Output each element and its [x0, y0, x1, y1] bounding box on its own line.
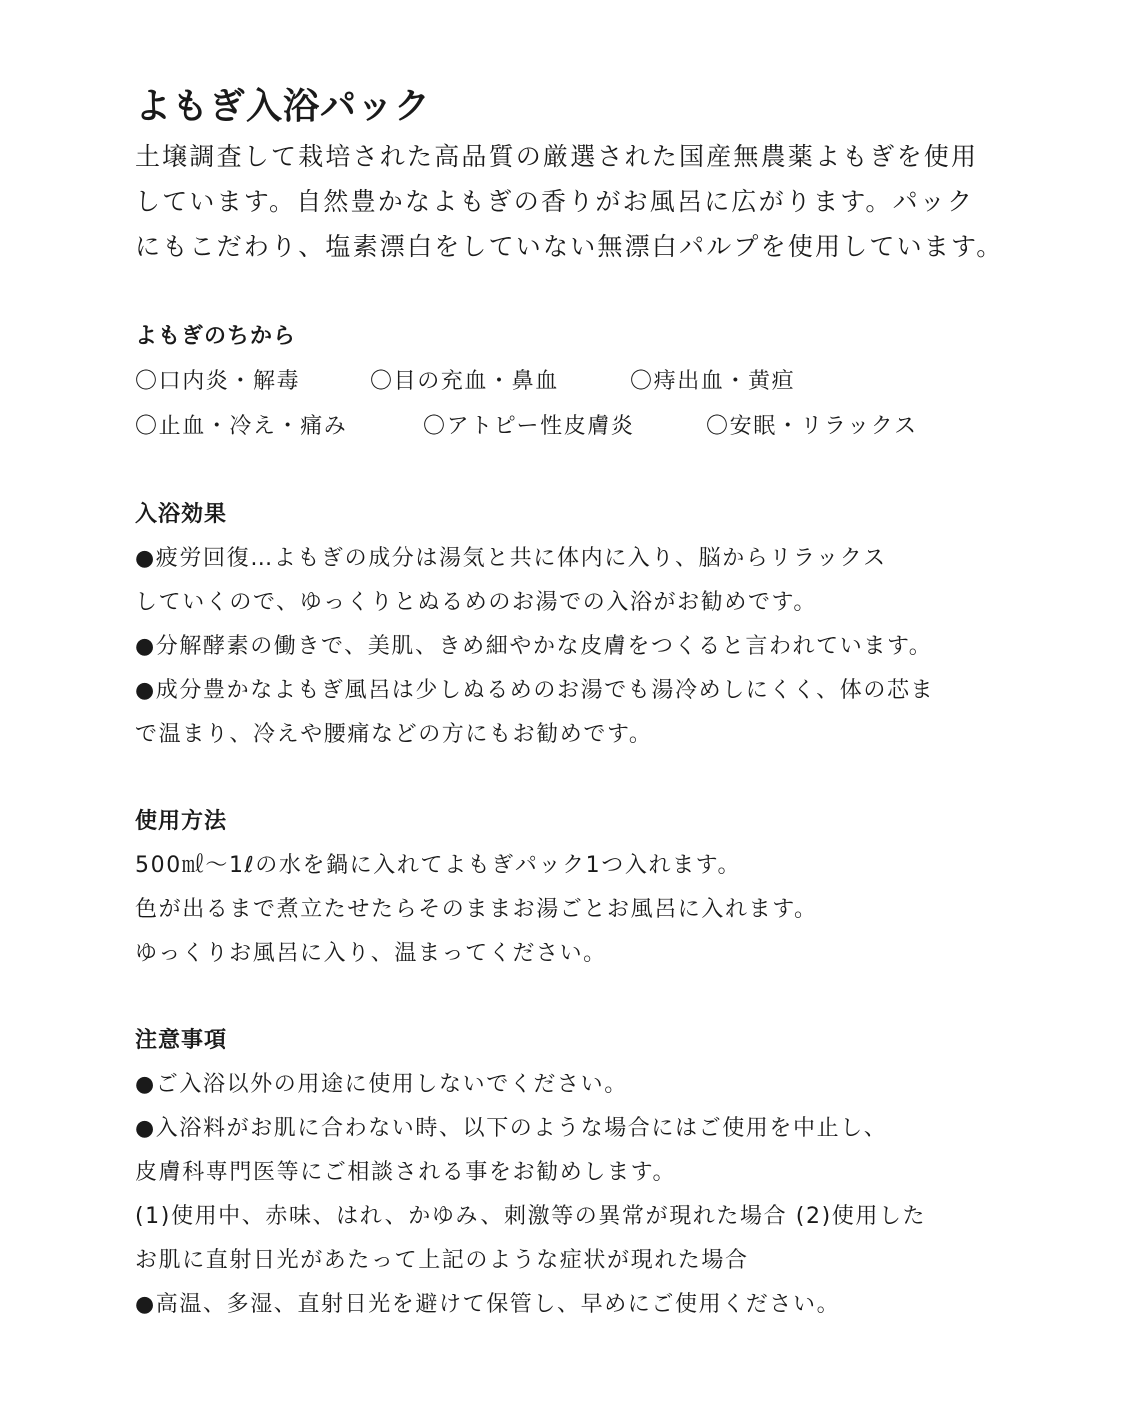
benefits-section	[135, 315, 1055, 449]
caution-line: (1)使用中、赤味、はれ、かゆみ、刺激等の異常が現れた場合 (2)使用した	[135, 1204, 927, 1229]
benefit-item: 〇痔出血・黄疸	[630, 369, 796, 394]
usage-line: 色が出るまで煮立たせたらそのままお湯ごとお風呂に入れます。	[135, 897, 818, 922]
usage-line: ゆっくりお風呂に入り、温まってください。	[135, 941, 607, 966]
effects-line: ●分解酵素の働きで、美肌、きめ細やかな皮膚をつくると言われています。	[135, 634, 933, 659]
caution-line: 皮膚科専門医等にご相談される事をお勧めします。	[135, 1160, 677, 1185]
usage-line: 500㎖～1ℓの水を鍋に入れてよもぎパック1つ入れます。	[135, 853, 742, 878]
benefit-item: 〇安眠・リラックス	[706, 414, 918, 439]
benefit-item: 〇止血・冷え・痛み	[135, 414, 348, 439]
section-heading: 注意事項	[135, 1028, 228, 1053]
product-title: よもぎ入浴パック	[135, 86, 432, 127]
effects-line: していくので、ゆっくりとぬるめのお湯での入浴がお勧めです。	[135, 590, 817, 615]
effects-line: ●疲労回復…よもぎの成分は湯気と共に体内に入り、脳からリラックス	[135, 546, 887, 571]
benefit-item: 〇目の充血・鼻血	[370, 369, 559, 394]
benefit-item: 〇アトピー性皮膚炎	[423, 414, 635, 439]
benefit-row	[135, 359, 1055, 404]
cautions-section	[135, 1019, 1055, 1327]
intro-line: しています。自然豊かなよもぎの香りがお風呂に広がります。パック	[135, 187, 975, 216]
product-description-page	[135, 82, 1055, 1327]
benefit-item: 〇口内炎・解毒	[135, 369, 301, 394]
caution-line: ●高温、多湿、直射日光を避けて保管し、早めにご使用ください。	[135, 1292, 841, 1317]
intro-line: 土壌調査して栽培された高品質の厳選された国産無農薬よもぎを使用	[135, 142, 979, 171]
intro-line: にもこだわり、塩素漂白をしていない無漂白パルプを使用しています。	[135, 232, 1004, 261]
effects-line: で温まり、冷えや腰痛などの方にもお勧めです。	[135, 722, 653, 747]
caution-line: ●入浴料がお肌に合わない時、以下のような場合にはご使用を中止し、	[135, 1116, 888, 1141]
caution-line: お肌に直射日光があたって上記のような症状が現れた場合	[135, 1248, 749, 1273]
effects-line: ●成分豊かなよもぎ風呂は少しぬるめのお湯でも湯冷めしにくく、体の芯ま	[135, 678, 935, 703]
usage-section	[135, 800, 1055, 976]
effects-section	[135, 493, 1055, 757]
caution-line: ●ご入浴以外の用途に使用しないでください。	[135, 1072, 628, 1097]
intro-paragraph	[135, 134, 1055, 269]
section-heading: 入浴効果	[135, 502, 228, 527]
benefit-row	[135, 404, 1055, 449]
section-heading: よもぎのちから	[135, 324, 297, 349]
section-heading: 使用方法	[135, 809, 228, 834]
